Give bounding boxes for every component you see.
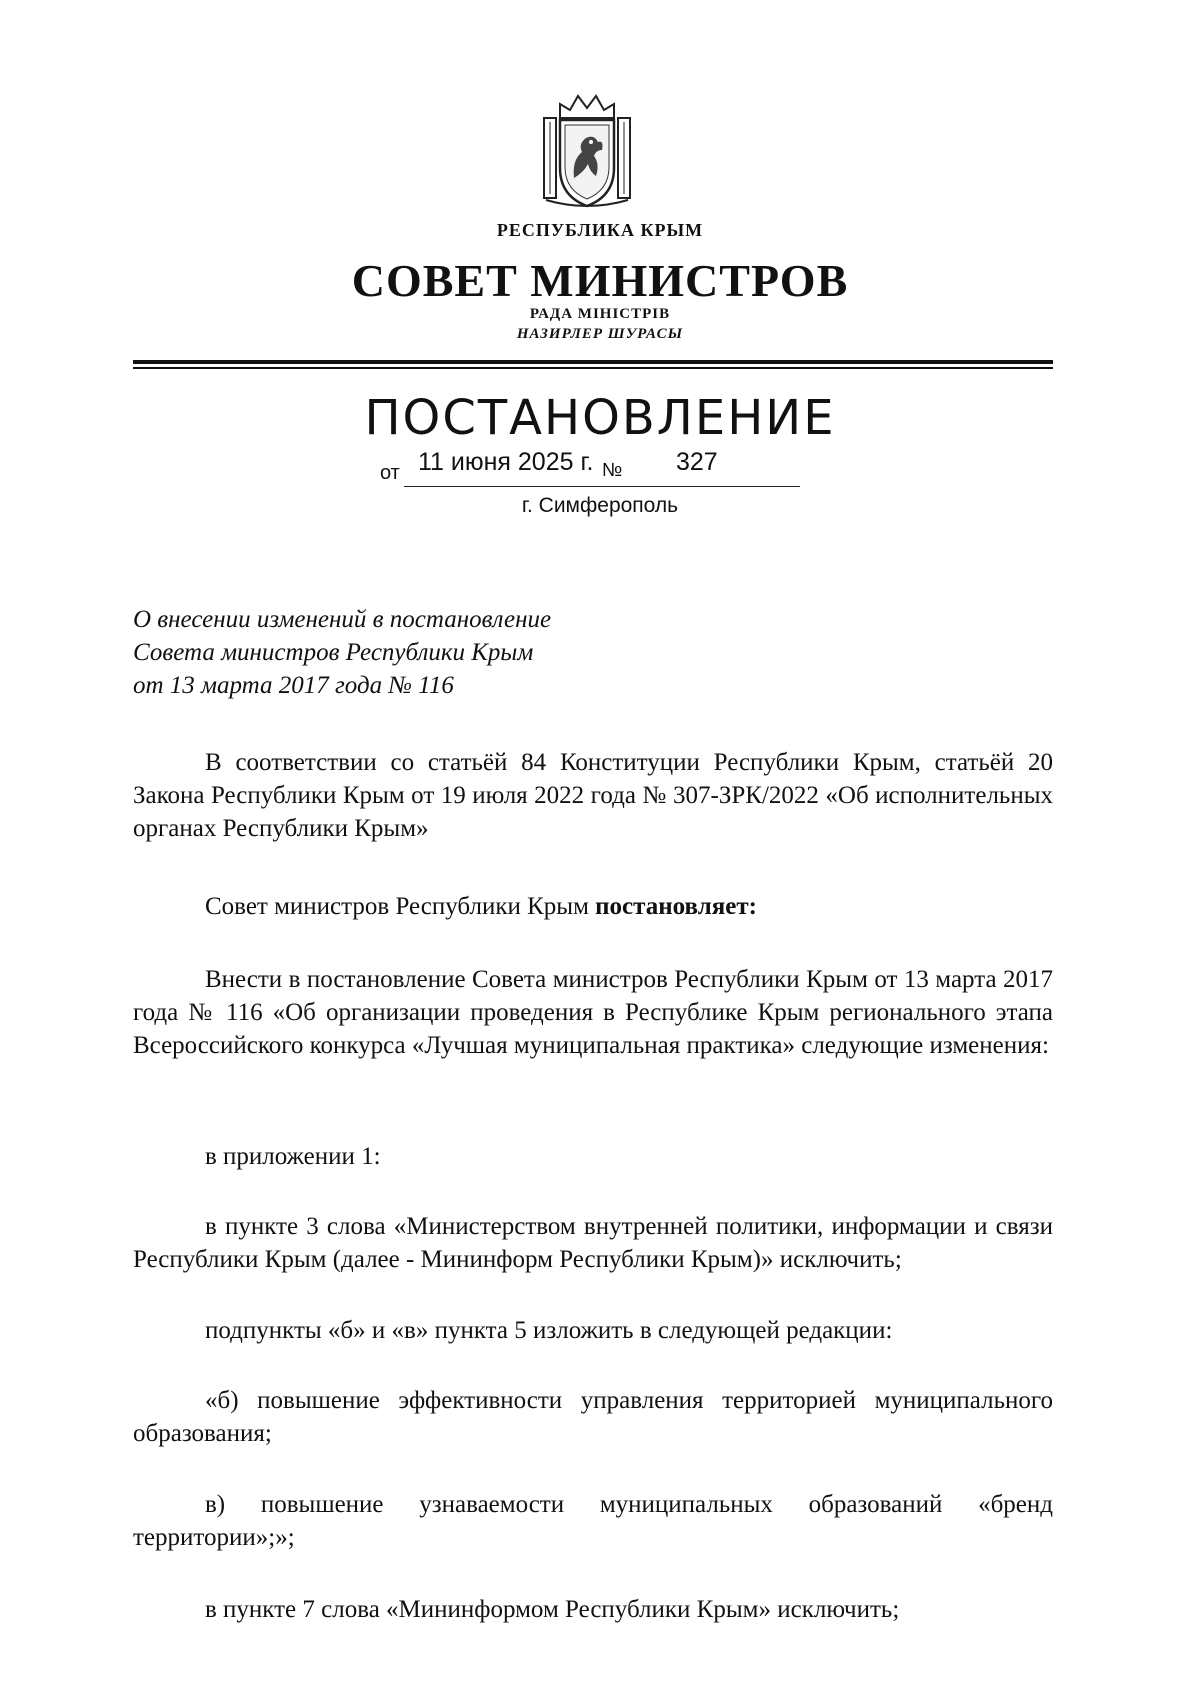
council-of-ministers-title: СОВЕТ МИНИСТРОВ <box>351 255 849 306</box>
body-paragraph: «б) повышение эффективности управления территорией муниципального образования; <box>133 1387 1053 1447</box>
document-number: 327 <box>676 448 718 476</box>
council-name-crimean-tatar: НАЗИРЛЕР ШУРАСЫ <box>516 326 684 342</box>
date-number-line <box>380 448 800 484</box>
republic-name: РЕСПУБЛИКА КРЫМ <box>496 220 704 240</box>
coat-of-arms-icon <box>538 90 636 212</box>
body-paragraph: подпункты «б» и «в» пункта 5 изложить в следующей редакции: <box>205 1317 893 1344</box>
document-type-title: ПОСТАНОВЛЕНИЕ <box>364 390 836 446</box>
resolves-paragraph <box>133 890 1053 923</box>
header-divider-thin <box>133 367 1053 369</box>
date-underline <box>404 486 800 487</box>
header-divider-thick <box>133 360 1053 364</box>
document-city: г. Симферополь <box>521 494 679 517</box>
body-paragraph: в пункте 3 слова «Министерством внутренней политики, информации и связи Республики Крым (далее - Мининформ Республики Крым)» исключить; <box>133 1213 1053 1273</box>
subject-line: от 13 марта 2017 года № 116 <box>133 672 454 699</box>
document-date: 11 июня 2025 г. <box>418 448 594 476</box>
legal-basis-paragraph: В соответствии со статьёй 84 Конституции Республики Крым, статьёй 20 Закона Республики Крым от 19 июля 2022 года № 307-ЗРК/2022 «Об исполнительных органах Республики Крым» <box>133 749 1053 842</box>
body-paragraph: в пункте 7 слова «Мининформом Республики Крым» исключить; <box>205 1596 900 1623</box>
resolves-keyword: постановляет: <box>595 893 757 920</box>
council-name-ukrainian: РАДА МІНІСТРІВ <box>529 306 671 322</box>
date-prefix: от <box>380 462 400 484</box>
subject-line: О внесении изменений в постановление <box>133 606 552 633</box>
document-subject <box>133 603 551 702</box>
resolves-text: Совет министров Республики Крым <box>205 893 596 920</box>
body-paragraph: Внести в постановление Совета министров Республики Крым от 13 марта 2017 года № 116 «Об организации проведения в Республике Крым регионального этапа Всероссийского конкурса «Лучшая муниципальная практика» следующие изменения: <box>133 966 1053 1059</box>
subject-line: Совета министров Республики Крым <box>133 639 534 666</box>
body-paragraph: в приложении 1: <box>205 1143 381 1170</box>
number-sign: № <box>602 460 623 481</box>
body-paragraph: в) повышение узнаваемости муниципальных образований «бренд территории»;»; <box>133 1491 1053 1551</box>
